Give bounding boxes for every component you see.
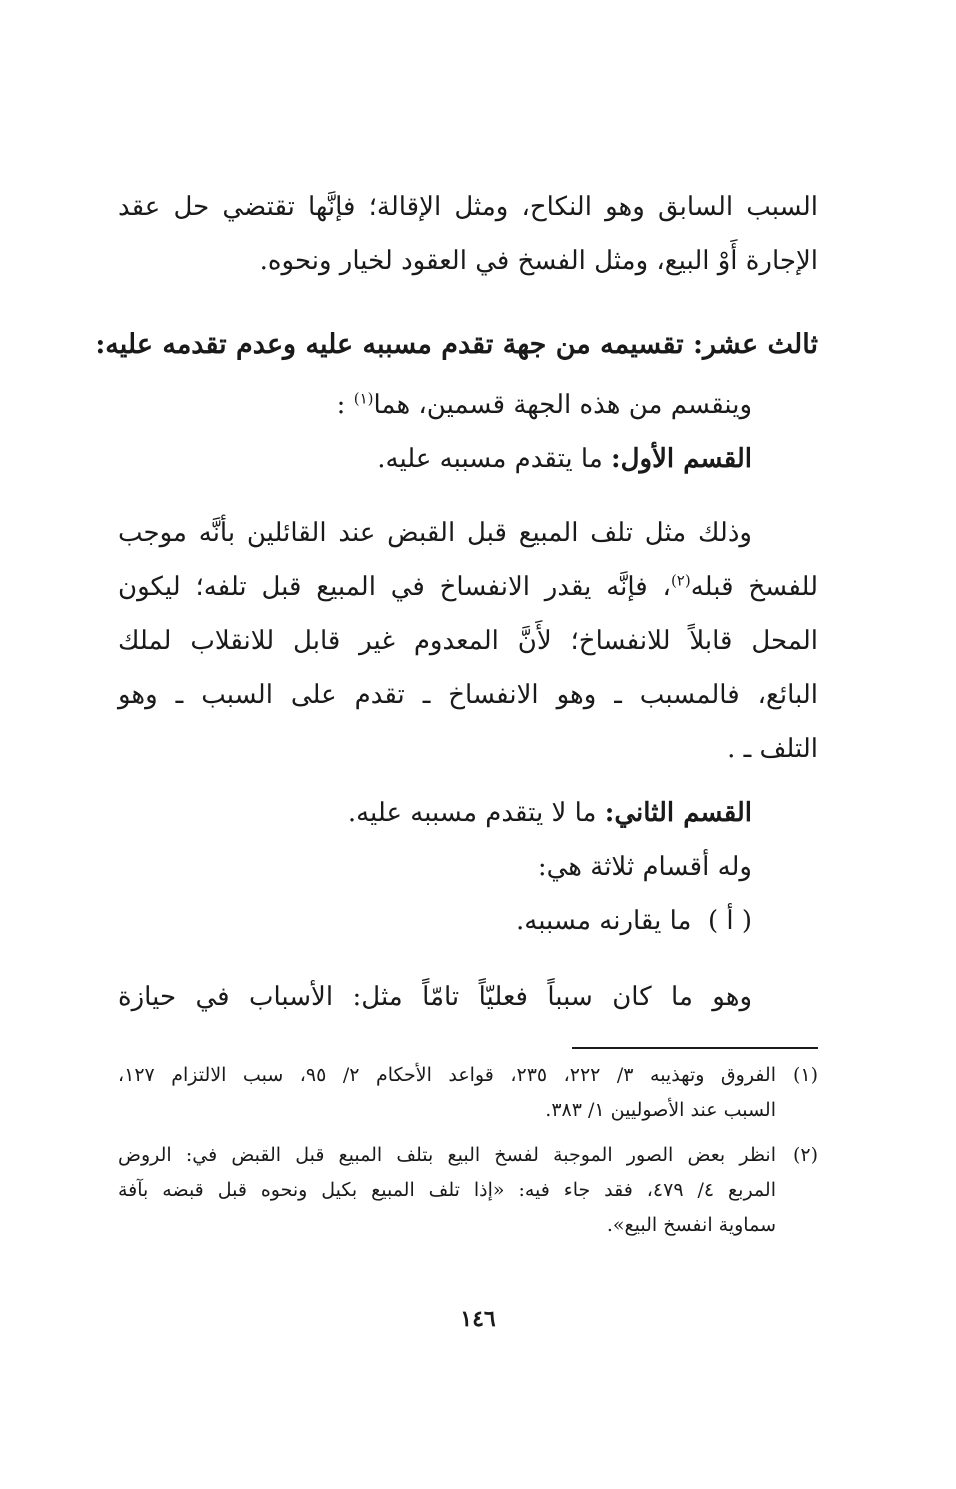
footnote-line: انظر بعض الصور الموجبة لفسخ البيع بتلف المبيع قبل القبض في: الروض — [118, 1144, 776, 1166]
footnote-1 — [118, 1058, 818, 1128]
footnote-line: المربع ٤/ ٤٧٩، فقد جاء فيه: «إذا تلف المبيع بكيل ونحوه قبل قبضه بآفة — [118, 1179, 776, 1201]
paragraph-line — [118, 560, 818, 614]
paragraph-line — [118, 894, 818, 948]
section-text: ما لا يتقدم مسببه عليه. — [347, 798, 597, 828]
footnote-number: (٢) — [792, 1144, 818, 1166]
paragraph-3 — [118, 506, 818, 776]
section-heading-text: ثالث عشر: تقسيمه من جهة تقدم مسببه عليه وعدم تقدمه عليه: — [95, 329, 818, 360]
footnote-line: الفروق وتهذيبه ٣/ ٢٢٢، ٢٣٥، قواعد الأحكام ٢/ ٩٥، سبب الالتزام ١٢٧، — [118, 1064, 776, 1086]
paragraph-1 — [118, 180, 818, 288]
paragraph-line — [118, 432, 818, 486]
paragraph-line — [118, 378, 818, 432]
paragraph-line: وله أقسام ثلاثة هي: — [537, 852, 752, 882]
paragraph-line: وهو ما كان سبباً فعليّاً تامّاً مثل: الأسباب في حيازة — [118, 982, 752, 1012]
section-1 — [118, 432, 818, 486]
section-label: القسم الأول: — [611, 444, 752, 474]
section-heading — [95, 318, 818, 372]
paragraph-text: وينقسم من هذه الجهة قسمين، هما — [373, 390, 752, 420]
footnotes — [118, 1058, 818, 1253]
paragraph-5 — [118, 970, 818, 1024]
paragraph-line: التلف ـ . — [727, 734, 818, 764]
footnote-2 — [118, 1138, 818, 1243]
page-number: ١٤٦ — [460, 1306, 496, 1332]
footnote-ref: (١) — [353, 389, 374, 408]
paragraph-line: البائع، فالمسبب ـ وهو الانفساخ ـ تقدم على السبب ـ وهو — [118, 680, 818, 710]
footnote-line: سماوية انفسخ البيع». — [606, 1214, 776, 1236]
footnote-number: (١) — [792, 1064, 818, 1086]
section-label: القسم الثاني: — [604, 798, 752, 828]
footnote-divider — [572, 1047, 818, 1049]
section-text: ما يتقدم مسببه عليه. — [377, 444, 603, 474]
paragraph-line: المحل قابلاً للانفساخ؛ لأَنَّ المعدوم غير قابل للانقلاب لملك — [118, 626, 818, 656]
paragraph-2 — [118, 378, 818, 432]
paragraph-text: : — [336, 390, 346, 420]
section-2 — [118, 786, 818, 948]
footnote-line: السبب عند الأصوليين ١/ ٣٨٣. — [545, 1099, 776, 1121]
footnote-ref: (٢) — [670, 571, 691, 590]
paragraph-text: للفسخ قبله — [690, 572, 819, 602]
item-text: ما يقارنه مسببه. — [515, 906, 692, 936]
paragraph-line — [118, 786, 818, 840]
paragraph-line: وذلك مثل تلف المبيع قبل القبض عند القائلين بأنَّه موجب — [118, 518, 752, 548]
paragraph-text: ، فإنَّه يقدر الانفساخ في المبيع قبل تلفه؛ ليكون — [118, 572, 671, 602]
paragraph-line: الإجارة أَوْ البيع، ومثل الفسخ في العقود لخيار ونحوه. — [259, 246, 818, 276]
item-label: ( أ ) — [707, 906, 752, 936]
paragraph-line: السبب السابق وهو النكاح، ومثل الإقالة؛ فإنَّها تقتضي حل عقد — [118, 192, 818, 222]
